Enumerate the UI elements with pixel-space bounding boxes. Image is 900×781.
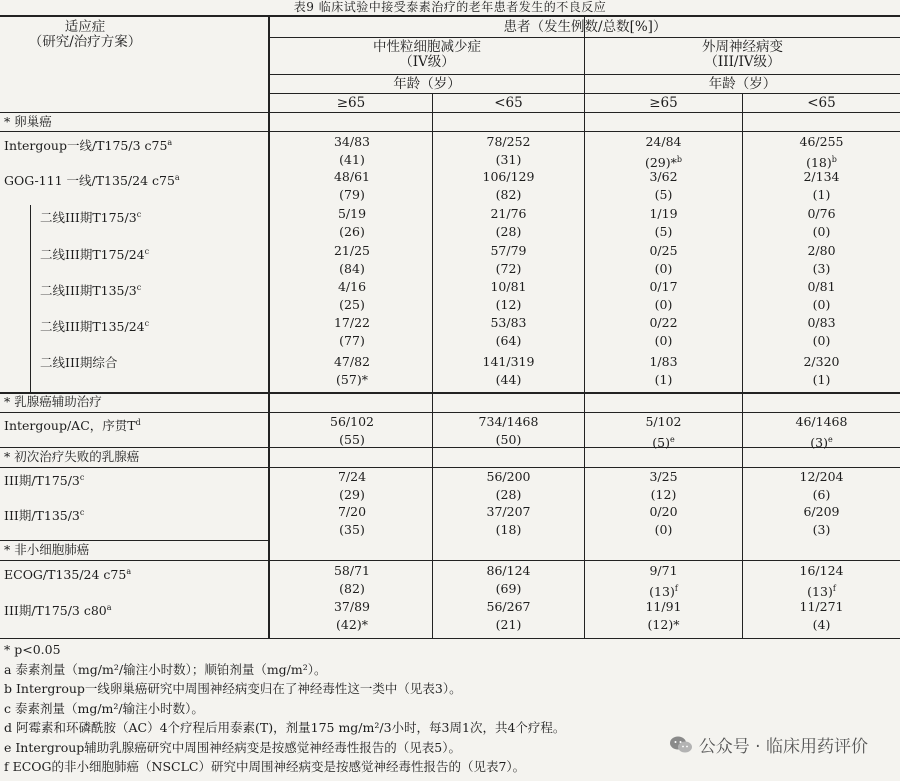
cell-percent-value: (25): [339, 297, 365, 312]
age-lt65-neutro: <65: [494, 95, 523, 111]
regimen-name: Intergoup/AC，序贯T: [4, 418, 136, 434]
cell-count: 5/102: [645, 414, 682, 429]
cell-percent: [272, 223, 432, 241]
regimen-name: Intergoup一线/T175/3 c75: [4, 138, 168, 154]
cell-count: 2/134: [803, 169, 840, 184]
footnote-marker: d: [135, 418, 141, 427]
table-cell: [585, 413, 742, 452]
table-cell: [272, 413, 432, 449]
ovarian-rule: [0, 131, 900, 132]
neuropathy-header-line2: （III/IV级）: [704, 54, 781, 70]
cell-percent: [743, 616, 900, 634]
footnote-line: f ECOG的非小细胞肺癌（NSCLC）研究中周围神经病变是按感觉神经毒性报告的（见表7）。: [4, 759, 526, 774]
table-cell: [585, 205, 742, 241]
footnote-marker: a: [126, 567, 132, 576]
footnote-line: b Intergroup一线卵巢癌研究中周围神经病变归在了神经毒性这一类中（见表3）。: [4, 681, 462, 696]
cell-count: 37/207: [486, 504, 531, 519]
cell-percent: [585, 521, 742, 539]
cell-percent: [272, 296, 432, 314]
cell-percent: [585, 296, 742, 314]
cell-count: 0/22: [649, 315, 678, 330]
table-cell: [743, 353, 900, 389]
cell-count: 47/82: [333, 354, 371, 369]
table-cell: [272, 205, 432, 241]
cell-percent-value: (28): [495, 487, 522, 502]
cell-percent: [272, 260, 432, 278]
regimen-label: [4, 415, 141, 434]
cell-count: 58/71: [333, 563, 371, 578]
cell-percent: [433, 260, 584, 278]
cell-count: 57/79: [490, 243, 527, 258]
cell-percent-value: (5): [652, 435, 670, 451]
table-cell: [585, 278, 742, 314]
table-cell: [585, 314, 742, 350]
cell-count: 11/271: [799, 599, 844, 614]
regimen-name: 二线III期T135/3: [40, 283, 137, 299]
table-cell: [585, 503, 742, 539]
cell-percent-value: (12): [495, 297, 522, 312]
regimen-name: 二线III期综合: [40, 355, 118, 370]
cell-percent-value: (28): [495, 224, 522, 239]
label-indent-rule: [30, 205, 31, 393]
section-label: * 乳腺癌辅助治疗: [4, 394, 102, 409]
table-cell: [433, 503, 584, 539]
cell-percent: [585, 260, 742, 278]
cell-count: 34/83: [333, 134, 371, 149]
cell-count: 7/20: [337, 504, 367, 519]
cell-percent-value: (4): [812, 617, 831, 632]
cell-count: 24/84: [645, 134, 682, 149]
table-cell: [433, 168, 584, 204]
cell-percent-value: (3): [812, 522, 831, 537]
cell-percent-value: (69): [495, 581, 522, 596]
cell-percent: [585, 186, 742, 204]
cell-percent: [433, 371, 584, 389]
cell-percent: [272, 616, 432, 634]
cell-percent-value: (0): [654, 522, 673, 537]
cell-count: 78/252: [486, 134, 531, 149]
cell-percent-value: (0): [654, 261, 673, 276]
footnote-marker: a: [106, 603, 112, 612]
header-bottom-rule: [0, 112, 900, 113]
age-ge65-neuro: ≥65: [649, 95, 678, 111]
indication-header: [0, 20, 170, 50]
cell-percent-value: (79): [339, 187, 365, 202]
cell-percent-value: (0): [812, 224, 831, 239]
cell-percent-value: (6): [812, 487, 831, 502]
table-cell: [433, 278, 584, 314]
table-cell: [743, 562, 900, 601]
footnote-marker: e: [827, 435, 833, 444]
cell-percent-value: (18): [806, 155, 832, 171]
footnote-marker: b: [831, 155, 837, 164]
table-cell: [585, 133, 742, 172]
cell-count: 16/124: [799, 563, 844, 578]
cell-percent: [585, 223, 742, 241]
cell-percent: [433, 521, 584, 539]
regimen-name: ECOG/T135/24 c75: [4, 567, 127, 583]
table-cell: [585, 168, 742, 204]
table-cell: [433, 133, 584, 169]
footnote-line: * p<0.05: [4, 642, 61, 657]
section-label: * 卵巢癌: [4, 114, 52, 129]
footnote-marker: c: [136, 210, 142, 219]
table-cell: [272, 133, 432, 169]
cell-percent-value: (50): [495, 432, 522, 447]
table-cell: [743, 133, 900, 172]
cell-percent-value: (0): [654, 333, 673, 348]
cell-percent-value: (5): [654, 224, 673, 239]
cell-count: 10/81: [490, 279, 527, 294]
table-cell: [585, 562, 742, 601]
footnote-marker: a: [174, 173, 180, 182]
footnote-marker: b: [676, 155, 683, 164]
regimen-name: 二线III期T135/24: [40, 319, 145, 335]
cell-percent-value: (55): [339, 432, 365, 447]
cell-percent: [272, 521, 432, 539]
age-header-neutro: 年龄（岁）: [393, 76, 461, 92]
table-cell: [272, 168, 432, 204]
cell-count: 0/83: [807, 315, 836, 330]
cell-percent-value: (44): [495, 372, 522, 387]
regimen-label: [40, 280, 141, 299]
cell-count: 2/320: [803, 354, 840, 369]
cell-count: 3/25: [649, 469, 678, 484]
table-title: 表9 临床试验中接受泰素治疗的老年患者发生的不良反应: [293, 0, 607, 14]
cell-percent-value: (41): [339, 152, 365, 167]
cell-percent: [433, 616, 584, 634]
patients-header: 患者（发生例数/总数[%]）: [503, 19, 667, 35]
cell-percent-value: (57)*: [336, 372, 368, 387]
footnote-marker: c: [144, 319, 150, 328]
regimen-name: GOG-111 一线/T135/24 c75: [4, 173, 175, 189]
cell-percent: [743, 486, 900, 504]
table-cell: [585, 353, 742, 389]
cell-count: 141/319: [482, 354, 535, 369]
cell-percent-value: (1): [654, 372, 673, 387]
section-rule-nsclc: [0, 540, 270, 541]
cell-percent: [433, 223, 584, 241]
table-cell: [272, 503, 432, 539]
table-cell: [433, 205, 584, 241]
cell-percent-value: (42)*: [336, 617, 368, 632]
footnote-marker: e: [669, 435, 675, 444]
cell-percent-value: (77): [339, 333, 365, 348]
cell-percent-value: (0): [812, 297, 831, 312]
cell-percent: [272, 371, 432, 389]
cell-count: 7/24: [337, 469, 367, 484]
cell-percent: [433, 186, 584, 204]
cell-count: 0/17: [649, 279, 678, 294]
neuropathy-header: [585, 40, 900, 70]
footnote-marker: c: [79, 508, 85, 517]
cell-count: 48/61: [333, 169, 371, 184]
table-cell: [743, 468, 900, 504]
footnote-marker: f: [832, 584, 836, 593]
table-cell: [433, 562, 584, 598]
cell-percent: [585, 332, 742, 350]
cell-percent-value: (1): [812, 372, 831, 387]
table-cell: [433, 314, 584, 350]
cell-count: 11/91: [645, 599, 682, 614]
footnote-marker: c: [136, 283, 142, 292]
age-ge65-neutro: ≥65: [336, 95, 366, 111]
cell-count: 17/22: [333, 315, 371, 330]
cell-percent: [272, 186, 432, 204]
table-cell: [743, 205, 900, 241]
cell-percent: [585, 431, 742, 452]
cell-percent: [272, 486, 432, 504]
indication-header-line1: 适应症: [64, 19, 106, 35]
cell-percent-value: (21): [495, 617, 522, 632]
cell-count: 6/209: [803, 504, 840, 519]
cell-percent: [585, 486, 742, 504]
cell-percent: [433, 431, 584, 449]
cell-percent-value: (0): [812, 333, 831, 348]
cell-percent: [743, 223, 900, 241]
cell-count: 56/267: [486, 599, 531, 614]
cell-count: 46/1468: [795, 414, 848, 429]
regimen-label: [40, 207, 141, 226]
table-cell: [743, 598, 900, 634]
table-cell: [433, 242, 584, 278]
watermark: [669, 732, 868, 757]
table-cell: [272, 314, 432, 350]
cell-percent-value: (31): [495, 152, 522, 167]
cell-percent-value: (3): [810, 435, 828, 451]
cell-percent: [272, 151, 432, 169]
age-header-neuro: 年龄（岁）: [708, 76, 777, 92]
cell-count: 106/129: [482, 169, 535, 184]
cell-count: 21/25: [333, 243, 371, 258]
footnote-line: e Intergroup辅助乳腺癌研究中周围神经病变是按感觉神经毒性报告的（见表5）。: [4, 739, 462, 755]
cell-percent: [585, 371, 742, 389]
table-cell: [585, 242, 742, 278]
neutropenia-header: [270, 40, 584, 70]
cell-percent: [272, 332, 432, 350]
regimen-label: [4, 135, 172, 154]
cell-percent-value: (64): [495, 333, 522, 348]
neutropenia-header-line2: （IV级）: [399, 54, 455, 70]
cell-percent: [743, 371, 900, 389]
watermark-text: 公众号 · 临床用药评价: [698, 737, 868, 757]
footnote-line: a 泰素剂量（mg/m²/输注小时数）；顺铂剂量（mg/m²）。: [4, 661, 327, 677]
cell-percent-value: (29): [339, 487, 365, 502]
regimen-label: [4, 170, 180, 189]
cell-percent-value: (13): [649, 584, 675, 600]
table-cell: [272, 562, 432, 598]
age-lt65-neuro: <65: [807, 95, 836, 111]
cell-count: 56/200: [486, 469, 531, 484]
cell-percent-value: (12)*: [647, 617, 680, 632]
cell-percent: [743, 332, 900, 350]
cell-percent-value: (5): [654, 187, 673, 202]
table-cell: [433, 598, 584, 634]
cell-percent: [743, 431, 900, 452]
cell-count: 53/83: [490, 315, 527, 330]
cell-percent-value: (35): [339, 522, 365, 537]
cell-percent: [433, 332, 584, 350]
table-cell: [433, 353, 584, 389]
footnote-line: c 泰素剂量（mg/m²/输注小时数）。: [4, 700, 204, 716]
table-cell: [272, 353, 432, 389]
footnote-marker: c: [79, 473, 85, 482]
cell-count: 86/124: [486, 563, 531, 578]
cell-percent-value: (3): [812, 261, 831, 276]
table-cell: [272, 468, 432, 504]
cell-count: 1/83: [649, 354, 678, 369]
regimen-name: III期/T175/3: [4, 473, 80, 489]
regimen-label: [40, 244, 149, 263]
cell-percent: [433, 151, 584, 169]
cell-percent: [433, 486, 584, 504]
wechat-icon: [669, 735, 693, 755]
regimen-label: [4, 600, 112, 619]
cell-count: 0/20: [649, 504, 678, 519]
regimen-label: [40, 316, 149, 335]
cell-count: 37/89: [333, 599, 371, 614]
cell-count: 46/255: [799, 134, 844, 149]
cell-percent: [743, 521, 900, 539]
cell-count: 0/81: [807, 279, 836, 294]
cell-percent: [433, 296, 584, 314]
cell-percent-value: (29)*: [644, 155, 677, 171]
table-cell: [272, 242, 432, 278]
table-cell: [433, 413, 584, 449]
cell-percent-value: (18): [495, 522, 522, 537]
indication-header-line2: （研究/治疗方案）: [28, 34, 142, 50]
table-cell: [743, 168, 900, 204]
cell-percent: [272, 580, 432, 598]
regimen-label: [40, 355, 117, 371]
neutropenia-header-line1: 中性粒细胞减少症: [373, 39, 481, 55]
section-label: * 非小细胞肺癌: [4, 542, 90, 557]
table-cell: [272, 278, 432, 314]
table-cell: [743, 242, 900, 278]
regimen-name: 二线III期T175/3: [40, 210, 137, 226]
footnote-line: d 阿霉素和环磷酰胺（AC）4个疗程后用泰素(T)，剂量175 mg/m²/3小时，每3周1次，共4个疗程。: [4, 720, 566, 735]
regimen-label: [4, 505, 84, 524]
neuropathy-header-line1: 外周神经病变: [702, 39, 783, 55]
cell-count: 12/204: [799, 469, 844, 484]
cell-percent: [743, 260, 900, 278]
cell-percent: [743, 296, 900, 314]
table-cell: [585, 468, 742, 504]
regimen-name: 二线III期T175/24: [40, 247, 145, 263]
table-cell: [743, 314, 900, 350]
cell-percent-value: (13): [807, 584, 833, 600]
cell-percent-value: (82): [339, 581, 365, 596]
cell-percent-value: (84): [339, 261, 365, 276]
cell-count: 4/16: [337, 279, 367, 294]
cell-count: 5/19: [337, 206, 367, 221]
cell-percent: [433, 580, 584, 598]
regimen-name: III期/T135/3: [4, 508, 80, 524]
cell-percent-value: (82): [495, 187, 522, 202]
table-cell: [743, 278, 900, 314]
cell-count: 1/19: [649, 206, 678, 221]
cell-count: 0/25: [649, 243, 678, 258]
cell-percent: [585, 616, 742, 634]
table-cell: [585, 598, 742, 634]
cell-percent-value: (0): [654, 297, 673, 312]
table-top-border: [0, 15, 900, 17]
table-cell: [743, 503, 900, 539]
cell-percent-value: (12): [650, 487, 677, 502]
cell-percent-value: (26): [339, 224, 365, 239]
cell-count: 56/102: [330, 414, 374, 429]
cell-count: 9/71: [649, 563, 678, 578]
cell-count: 3/62: [649, 169, 678, 184]
cell-percent: [743, 186, 900, 204]
cell-count: 734/1468: [478, 414, 539, 429]
cell-count: 0/76: [807, 206, 836, 221]
table-bottom-border: [0, 638, 900, 639]
cell-percent-value: (72): [495, 261, 522, 276]
cell-percent-value: (1): [812, 187, 831, 202]
regimen-label: [4, 564, 131, 583]
table-cell: [743, 413, 900, 452]
section-rule-nsclc-2: [0, 560, 900, 561]
regimen-label: [4, 470, 84, 489]
cell-count: 21/76: [490, 206, 527, 221]
section-label: * 初次治疗失败的乳腺癌: [4, 449, 140, 464]
section-rule-breast-adj: [0, 392, 900, 394]
footnote-marker: f: [674, 584, 678, 593]
regimen-name: III期/T175/3 c80: [4, 603, 107, 619]
footnote-marker: a: [167, 138, 173, 147]
footnote-marker: c: [144, 247, 150, 256]
table-cell: [272, 598, 432, 634]
cell-count: 2/80: [807, 243, 836, 258]
table-cell: [433, 468, 584, 504]
cell-percent: [272, 431, 432, 449]
